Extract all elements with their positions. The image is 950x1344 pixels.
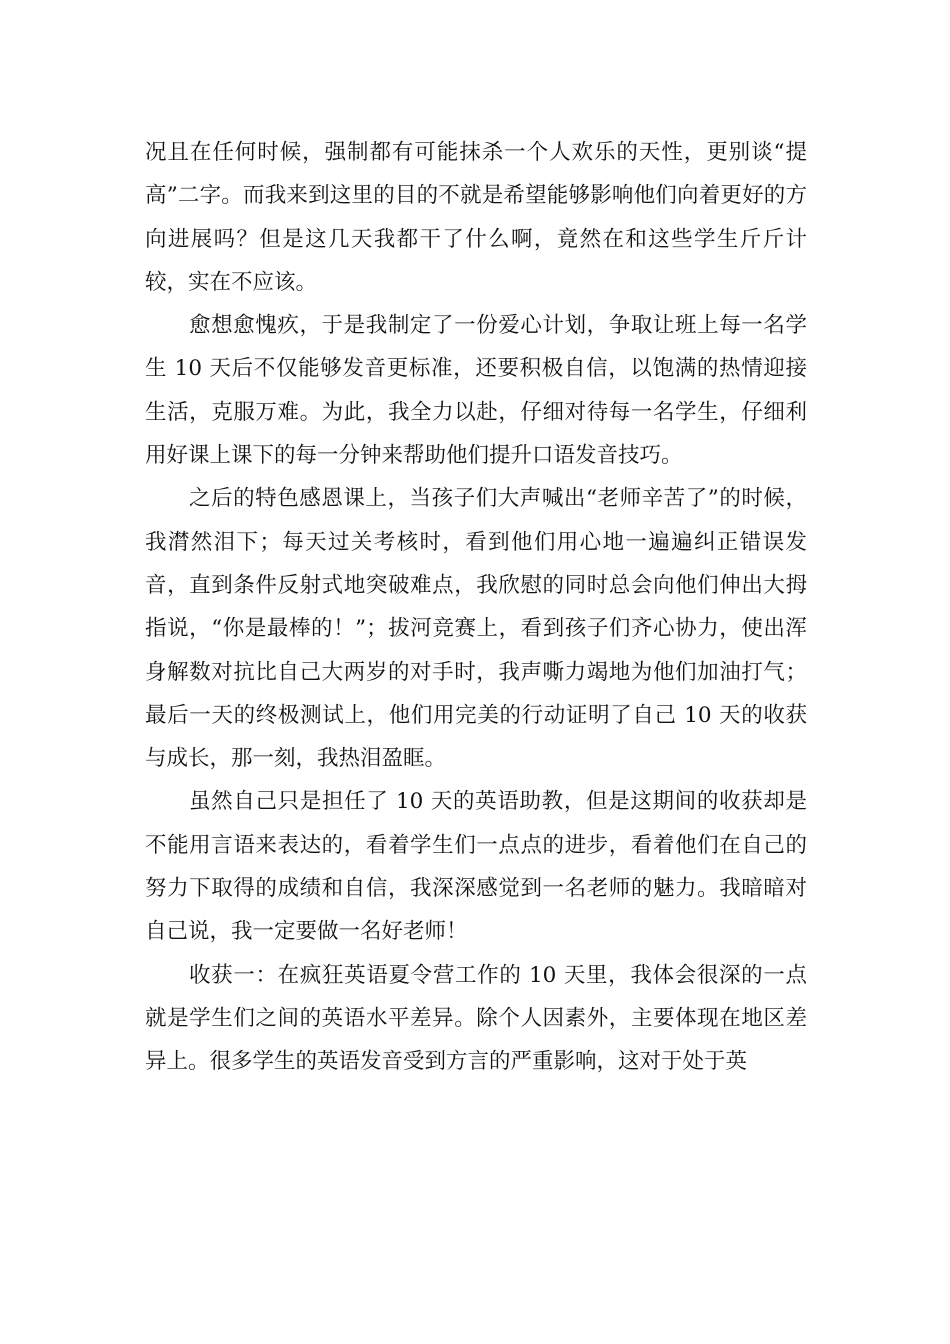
paragraph-3: 之后的特色感恩课上，当孩子们大声喊出“老师辛苦了”的时候，我潸然泪下；每天过关考核时，看到他们用心地一遍遍纠正错误发音，直到条件反射式地突破难点，我欣慰的同时总会向他们伸出大拇指说，“你是最棒的！”；拔河竞赛上，看到孩子们齐心协力，使出浑身解数对抗比自己大两岁的对手时，我声嘶力竭地为他们加油打气；最后一天的终极测试上，他们用完美的行动证明了自己 10 天的收获与成长，那一刻，我热泪盈眶。 bbox=[145, 486, 807, 772]
paragraph-4: 虽然自己只是担任了 10 天的英语助教，但是这期间的收获却是不能用言语来表达的，看着学生们一点点的进步，看着他们在自己的努力下取得的成绩和自信，我深深感觉到一名老师的魅力。我暗暗对自己说，我一定要做一名好老师！ bbox=[145, 789, 807, 945]
paragraph-1: 况且在任何时候，强制都有可能抹杀一个人欢乐的天性，更别谈“提高”二字。而我来到这里的目的不就是希望能够影响他们向着更好的方向进展吗？但是这几天我都干了什么啊，竟然在和这些学生斤斤计较，实在不应该。 bbox=[145, 140, 807, 295]
document-body bbox=[145, 131, 807, 1084]
paragraph-5: 收获一：在疯狂英语夏令营工作的 10 天里，我体会很深的一点就是学生们之间的英语水平差异。除个人因素外，主要体现在地区差异上。很多学生的英语发音受到方言的严重影响，这对于处于英 bbox=[145, 962, 807, 1075]
paragraph-2: 愈想愈愧疚，于是我制定了一份爱心计划，争取让班上每一名学生 10 天后不仅能够发音更标准，还要积极自信，以饱满的热情迎接生活，克服万难。为此，我全力以赴，仔细对待每一名学生，仔细利用好课上课下的每一分钟来帮助他们提升口语发音技巧。 bbox=[145, 313, 807, 469]
